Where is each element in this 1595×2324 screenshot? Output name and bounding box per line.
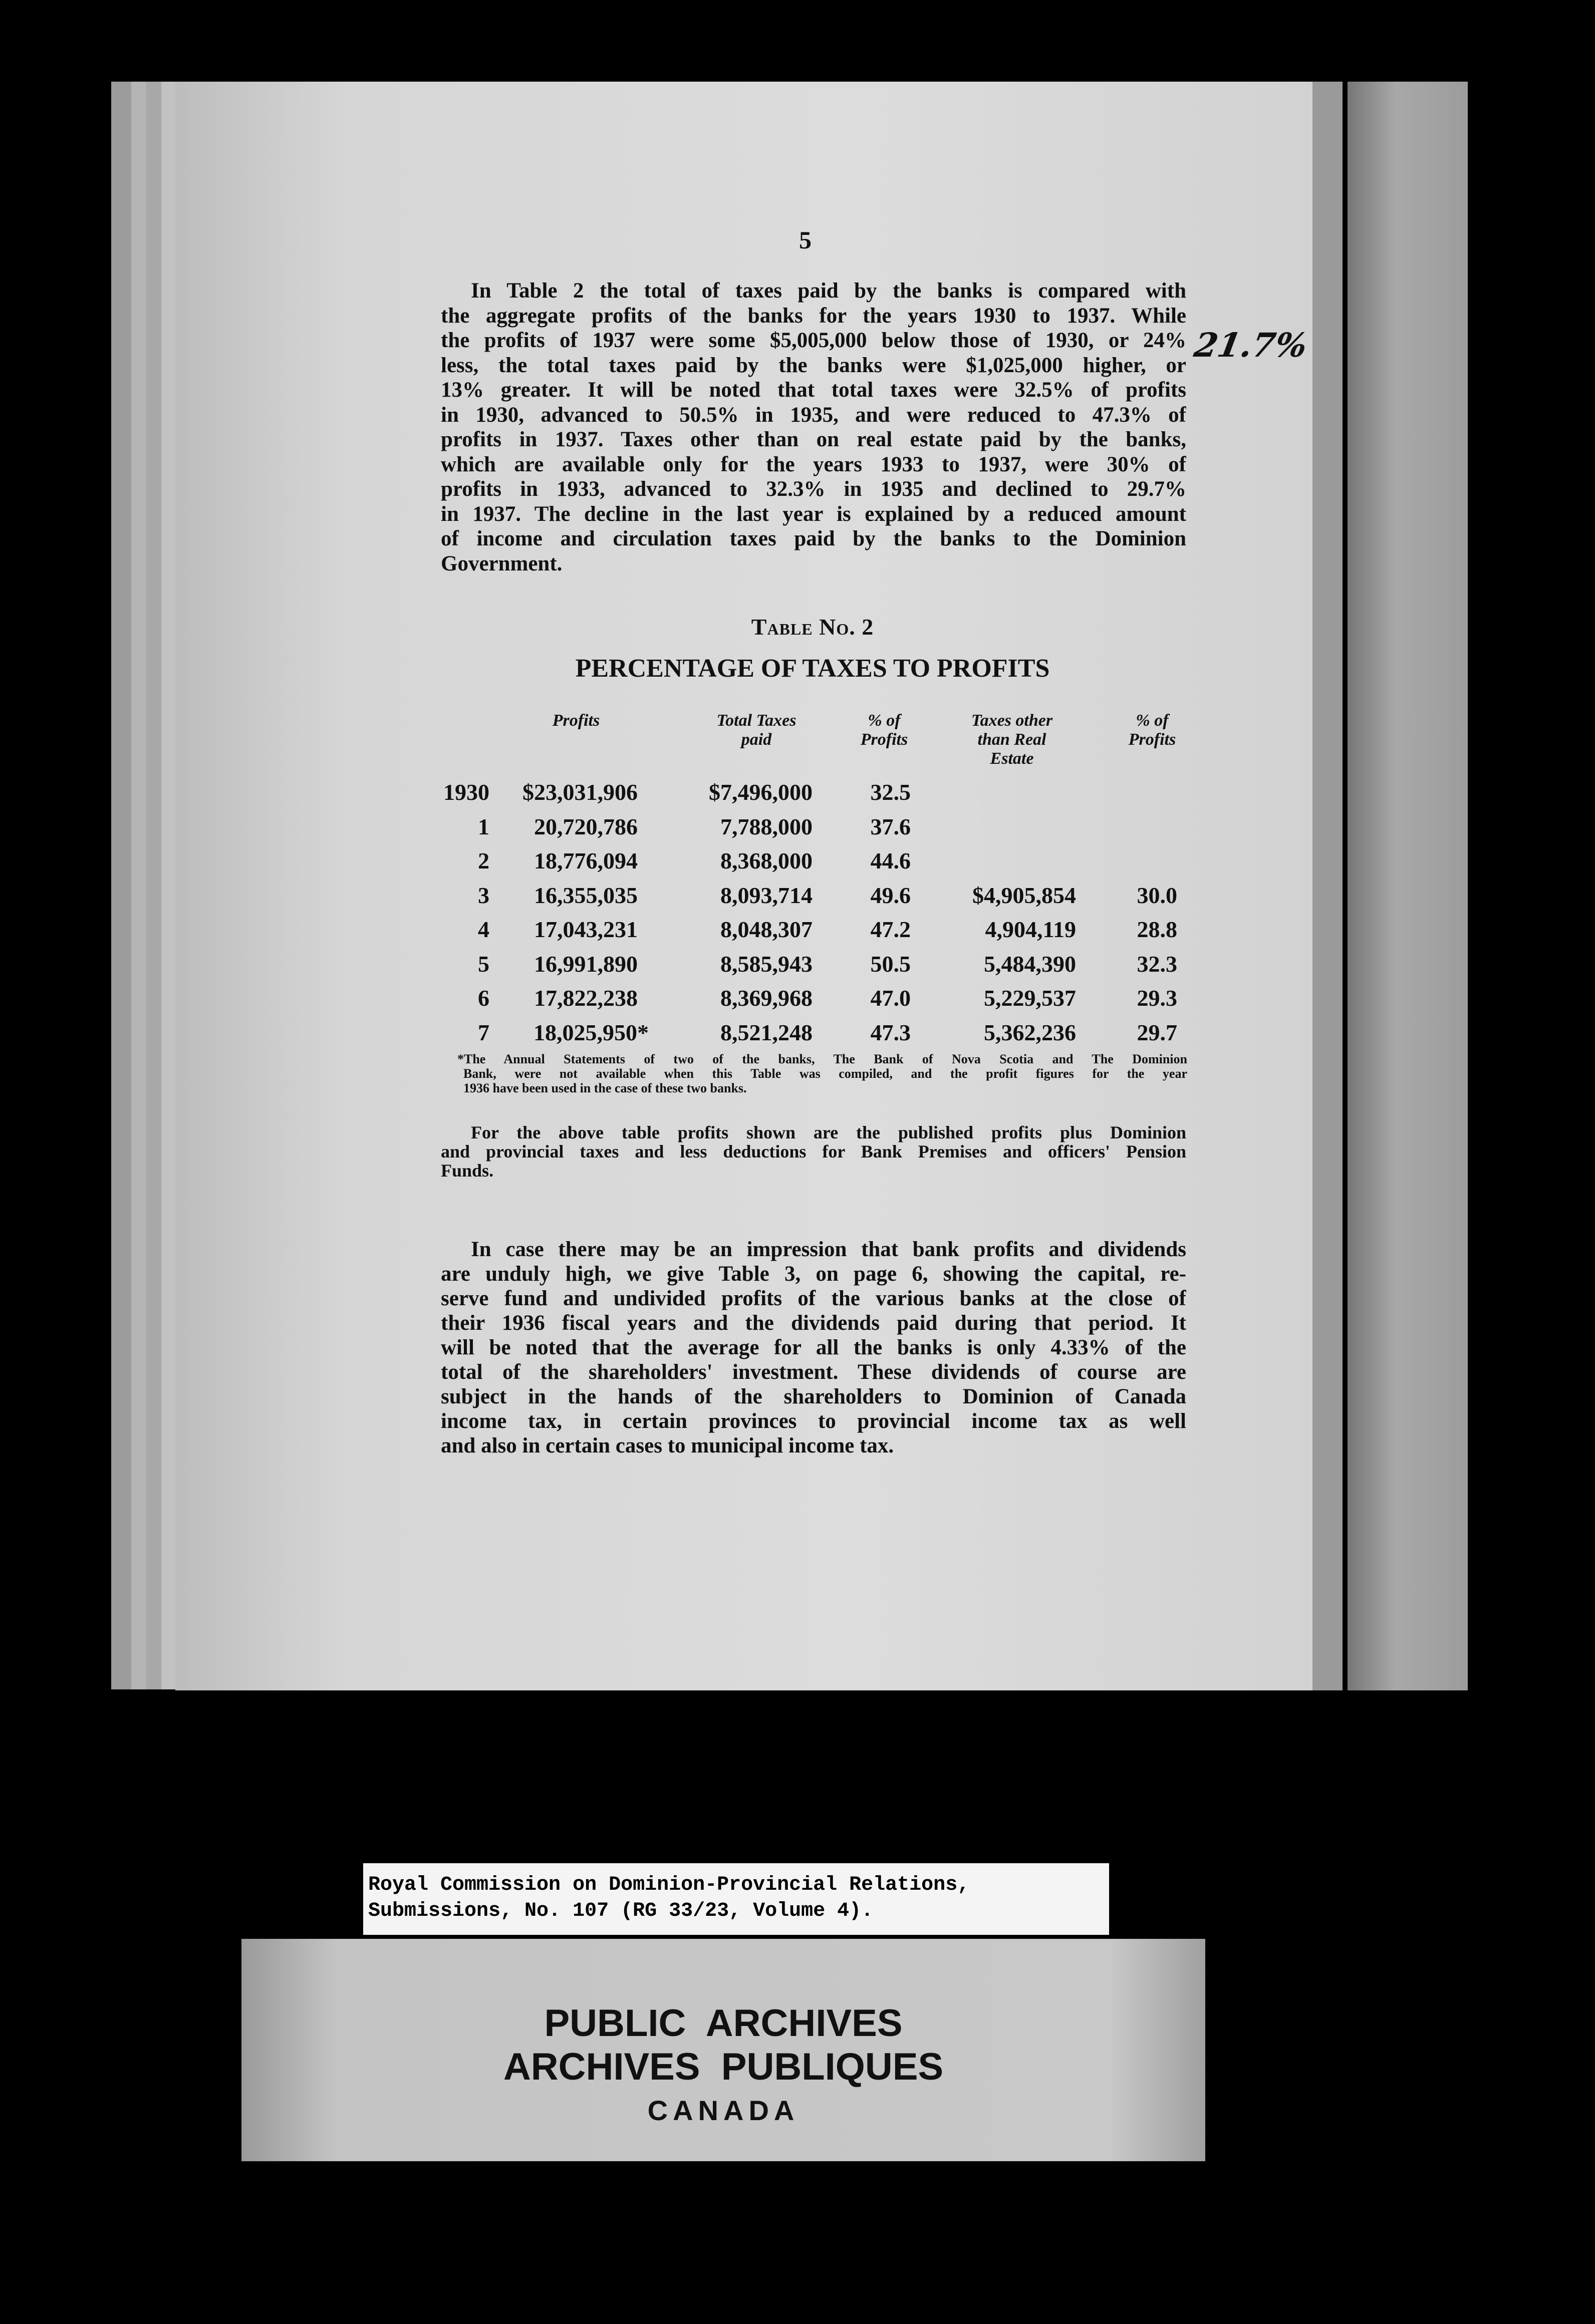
cell-pct-other: 28.8 [1137, 917, 1177, 942]
cell-profits: 16,991,890 [534, 951, 638, 977]
source-label-line: Submissions, No. 107 (RG 33/23, Volume 4). [368, 1900, 874, 1922]
paragraph1-line: which are available only for the years 1933 to 1937, were 30% of [441, 452, 1186, 476]
cell-year: 5 [478, 951, 489, 977]
cell-pct-profits: 50.5 [870, 951, 911, 977]
stamp-line-3: CANADA [647, 2095, 800, 2126]
cell-pct-other: 30.0 [1137, 882, 1177, 908]
paragraph2-line: For the above table profits shown are the published profits plus Dominion [471, 1122, 1186, 1142]
paragraph1-line: profits in 1933, advanced to 32.3% in 1935 and declined to 29.7% [441, 477, 1186, 501]
cell-other-taxes: 4,904,119 [985, 917, 1076, 942]
cell-total-taxes: 7,788,000 [720, 813, 813, 839]
cell-profits: 18,025,950* [534, 1019, 649, 1045]
paragraph3-line: subject in the hands of the shareholders to Dominion of Canada [441, 1385, 1186, 1408]
cell-year: 1 [478, 813, 489, 839]
header-total-taxes: Total Taxes paid [716, 711, 796, 749]
paragraph3-line: their 1936 fiscal years and the dividends paid during that period. It [441, 1311, 1186, 1335]
cell-other-taxes: 5,484,390 [984, 951, 1076, 977]
page-edge [131, 82, 146, 1689]
cell-profits: 20,720,786 [534, 813, 638, 839]
cell-profits: 18,776,094 [534, 848, 638, 874]
paragraph3-line: income tax, in certain provinces to provincial income tax as well [441, 1409, 1186, 1433]
header-other-taxes: Taxes other than Real Estate [971, 711, 1053, 768]
cell-pct-profits: 32.5 [870, 779, 911, 805]
cell-other-taxes: 5,362,236 [984, 1019, 1076, 1045]
source-label [363, 1863, 1109, 1935]
paragraph1-line: the aggregate profits of the banks for the years 1930 to 1937. While [441, 304, 1186, 328]
cell-total-taxes: $7,496,000 [709, 779, 813, 805]
cell-total-taxes: 8,093,714 [720, 882, 813, 908]
cell-pct-profits: 49.6 [870, 882, 911, 908]
stamp-line-1: PUBLIC ARCHIVES [544, 2002, 903, 2045]
cell-pct-profits: 37.6 [870, 813, 911, 839]
cell-other-taxes: 5,229,537 [984, 985, 1076, 1011]
cell-total-taxes: 8,048,307 [720, 917, 813, 942]
cell-total-taxes: 8,368,000 [720, 848, 813, 874]
paragraph3-line: total of the shareholders' investment. These dividends of course are [441, 1360, 1186, 1384]
page-number: 5 [799, 226, 812, 254]
paragraph2-line: Funds. [441, 1160, 494, 1181]
paragraph1-line: less, the total taxes paid by the banks were $1,025,000 higher, or [441, 353, 1186, 377]
paragraph1-line: in 1930, advanced to 50.5% in 1935, and were reduced to 47.3% of [441, 403, 1186, 427]
cell-pct-other: 32.3 [1137, 951, 1177, 977]
paragraph3-line: In case there may be an impression that bank profits and dividends [471, 1238, 1186, 1261]
header-pct-profits-2: % of Profits [1128, 711, 1176, 749]
cell-other-taxes: $4,905,854 [972, 882, 1076, 908]
paragraph1-line: In Table 2 the total of taxes paid by the banks is compared with [471, 279, 1186, 303]
page-edge [161, 82, 175, 1689]
cell-profits: 16,355,035 [534, 882, 638, 908]
facing-page-edge [1348, 82, 1468, 1690]
cell-pct-other: 29.7 [1137, 1019, 1177, 1045]
cell-pct-profits: 47.0 [870, 985, 911, 1011]
paragraph3-line: and also in certain cases to municipal income tax. [441, 1434, 894, 1458]
cell-profits: 17,043,231 [534, 917, 638, 942]
cell-pct-profits: 47.2 [870, 917, 911, 942]
paragraph1-line: in 1937. The decline in the last year is explained by a reduced amount [441, 502, 1186, 526]
page-edge [146, 82, 161, 1689]
cell-total-taxes: 8,521,248 [720, 1019, 813, 1045]
footnote-line: Bank, were not available when this Table was compiled, and the profit figures for the year [463, 1066, 1187, 1081]
paragraph3-line: serve fund and undivided profits of the various banks at the close of [441, 1287, 1186, 1310]
header-profits: Profits [552, 711, 600, 730]
header-pct-profits: % of Profits [860, 711, 908, 749]
paragraph1-line: the profits of 1937 were some $5,005,000 below those of 1930, or 24% [441, 329, 1186, 352]
page-edge [111, 82, 131, 1689]
handwritten-note: 21.7% [1191, 326, 1310, 365]
cell-total-taxes: 8,369,968 [720, 985, 813, 1011]
cell-year: 6 [478, 985, 489, 1011]
cell-pct-profits: 44.6 [870, 848, 911, 874]
cell-year: 1930 [443, 779, 489, 805]
paragraph2-line: and provincial taxes and less deductions for Bank Premises and officers' Pension [441, 1141, 1186, 1161]
cell-pct-other: 29.3 [1137, 985, 1177, 1011]
cell-year: 2 [478, 848, 489, 874]
cell-year: 4 [478, 917, 489, 942]
footnote-line: *The Annual Statements of two of the banks, The Bank of Nova Scotia and The Dominion [457, 1052, 1187, 1066]
stamp-line-2: ARCHIVES PUBLIQUES [503, 2046, 944, 2088]
page-gutter [1312, 82, 1343, 1690]
cell-total-taxes: 8,585,943 [720, 951, 813, 977]
cell-pct-profits: 47.3 [870, 1019, 911, 1045]
cell-year: 7 [478, 1019, 489, 1045]
source-label-line: Royal Commission on Dominion-Provincial Relations, [368, 1874, 970, 1896]
cell-profits: 17,822,238 [534, 985, 638, 1011]
cell-year: 3 [478, 882, 489, 908]
paragraph1-line: of income and circulation taxes paid by the banks to the Dominion [441, 527, 1186, 550]
paragraph1-line: profits in 1937. Taxes other than on real estate paid by the banks, [441, 428, 1186, 451]
table-number: Table No. 2 [751, 614, 874, 640]
paragraph3-line: are unduly high, we give Table 3, on page 6, showing the capital, re- [441, 1262, 1186, 1286]
cell-profits: $23,031,906 [522, 779, 638, 805]
footnote-line: 1936 have been used in the case of these two banks. [463, 1081, 747, 1095]
paragraph1-line: 13% greater. It will be noted that total taxes were 32.5% of profits [441, 378, 1186, 402]
archives-stamp [241, 1939, 1205, 2161]
table-title: PERCENTAGE OF TAXES TO PROFITS [575, 654, 1050, 683]
paragraph1-line: Government. [441, 551, 563, 575]
paragraph3-line: will be noted that the average for all the banks is only 4.33% of the [441, 1336, 1186, 1359]
